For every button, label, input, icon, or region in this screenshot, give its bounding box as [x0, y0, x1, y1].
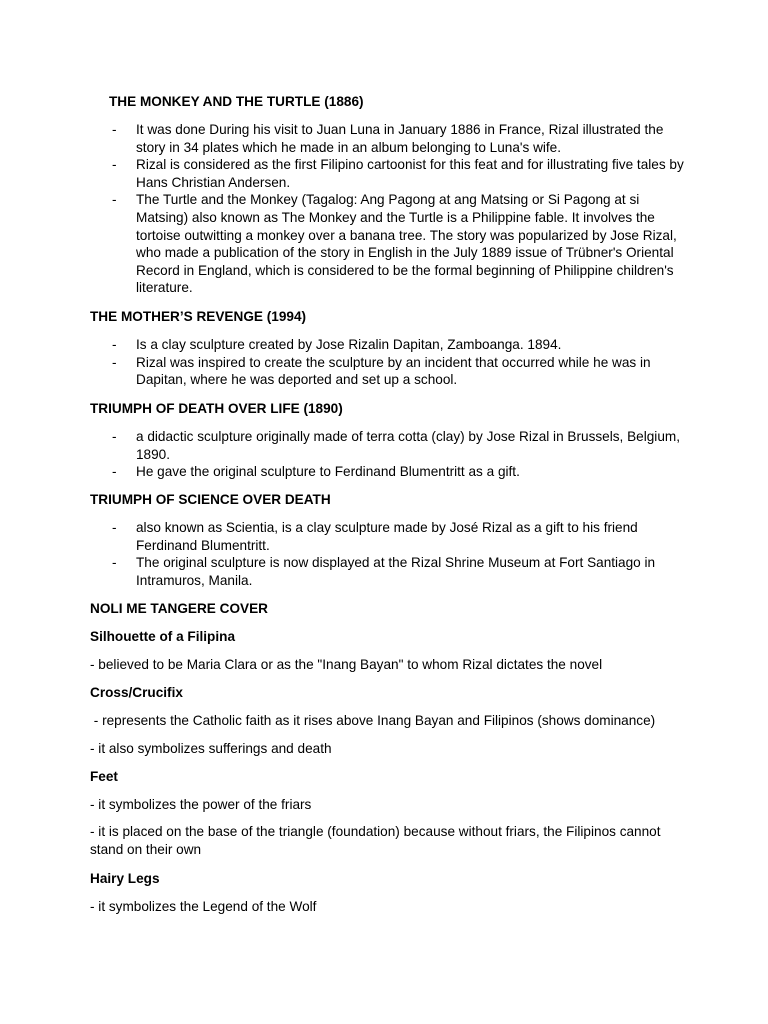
list-item: [90, 156, 690, 191]
list-item: [90, 519, 690, 554]
list-item-text: It was done During his visit to Juan Luna in January 1886 in France, Rizal illustrated the story in 34 plates which he made in an album belonging to Luna's wife.: [136, 122, 664, 155]
list-item: [90, 554, 690, 589]
bullet-list-triumph-science: [90, 519, 690, 589]
list-item-text: Rizal was inspired to create the sculpture by an incident that occurred while he was in Dapitan, where he was deported and set up a school.: [136, 354, 651, 388]
paragraph-silhouette: - believed to be Maria Clara or as the "Inang Bayan" to whom Rizal dictates the novel: [90, 657, 603, 672]
bullet-dash: -: [112, 520, 117, 535]
subheading-silhouette: Silhouette of a Filipina: [90, 629, 236, 644]
bullet-dash: -: [112, 354, 117, 370]
list-item: [90, 354, 690, 389]
list-item: [90, 121, 690, 156]
list-item-text: The Turtle and the Monkey (Tagalog: Ang Pagong at ang Matsing or Si Pagong at si Matsing) also known as The Monkey and the Turtle is a Philippine fable. It involves the tortoise outwitting a monkey over a banana tree. The story was popularized by Jose Rizal, who made a publication of the story in English in the July 1889 issue of Trübner's Oriental Record in England, which is considered to be the formal beginning of Philippine children's literature.: [136, 192, 677, 296]
list-item-text: Is a clay sculpture created by Jose Rizalin Dapitan, Zamboanga. 1894.: [136, 337, 562, 352]
list-item: [90, 428, 690, 463]
paragraph-cross-2: - it also symbolizes sufferings and death: [90, 741, 332, 756]
list-item: [90, 336, 690, 354]
paragraph-cross-1: - represents the Catholic faith as it rises above Inang Bayan and Filipinos (shows dominance): [90, 713, 656, 728]
section-heading-noli-cover: NOLI ME TANGERE COVER: [90, 601, 268, 616]
subheading-cross: Cross/Crucifix: [90, 685, 183, 700]
paragraph-feet-2: - it is placed on the base of the triangle (foundation) because without friars, the Filipinos cannot stand on their own: [90, 824, 661, 857]
bullet-dash: -: [112, 555, 117, 571]
section-heading-mothers-revenge: THE MOTHER’S REVENGE (1994): [90, 309, 307, 324]
bullet-dash: -: [112, 464, 117, 480]
bullet-dash: -: [112, 157, 117, 173]
list-item-text: Rizal is considered as the first Filipino cartoonist for this feat and for illustrating five tales by Hans Christian Andersen.: [136, 157, 684, 190]
list-item-text: a didactic sculpture originally made of terra cotta (clay) by Jose Rizal in Brussels, Belgium, 1890.: [136, 429, 680, 462]
paragraph-feet-1: - it symbolizes the power of the friars: [90, 797, 312, 812]
section-heading-triumph-death: TRIUMPH OF DEATH OVER LIFE (1890): [90, 401, 343, 416]
bullet-list-mothers-revenge: [90, 336, 690, 389]
list-item: [90, 191, 690, 297]
bullet-dash: -: [112, 192, 117, 208]
list-item: [90, 463, 690, 481]
list-item-text: The original sculpture is now displayed at the Rizal Shrine Museum at Fort Santiago in Intramuros, Manila.: [136, 555, 656, 588]
subheading-feet: Feet: [90, 769, 118, 784]
paragraph-hairy-legs: - it symbolizes the Legend of the Wolf: [90, 899, 317, 914]
section-heading-monkey-turtle: THE MONKEY AND THE TURTLE (1886): [109, 94, 364, 109]
section-heading-triumph-science: TRIUMPH OF SCIENCE OVER DEATH: [90, 492, 331, 507]
bullet-dash: -: [112, 429, 117, 444]
bullet-dash: -: [112, 337, 117, 352]
subheading-hairy-legs: Hairy Legs: [90, 871, 160, 886]
list-item-text: He gave the original sculpture to Ferdinand Blumentritt as a gift.: [136, 464, 520, 480]
bullet-list-monkey-turtle: [90, 121, 690, 297]
list-item-text: also known as Scientia, is a clay sculpture made by José Rizal as a gift to his friend Ferdinand Blumentritt.: [136, 520, 638, 553]
bullet-list-triumph-death: [90, 428, 690, 481]
bullet-dash: -: [112, 122, 117, 137]
